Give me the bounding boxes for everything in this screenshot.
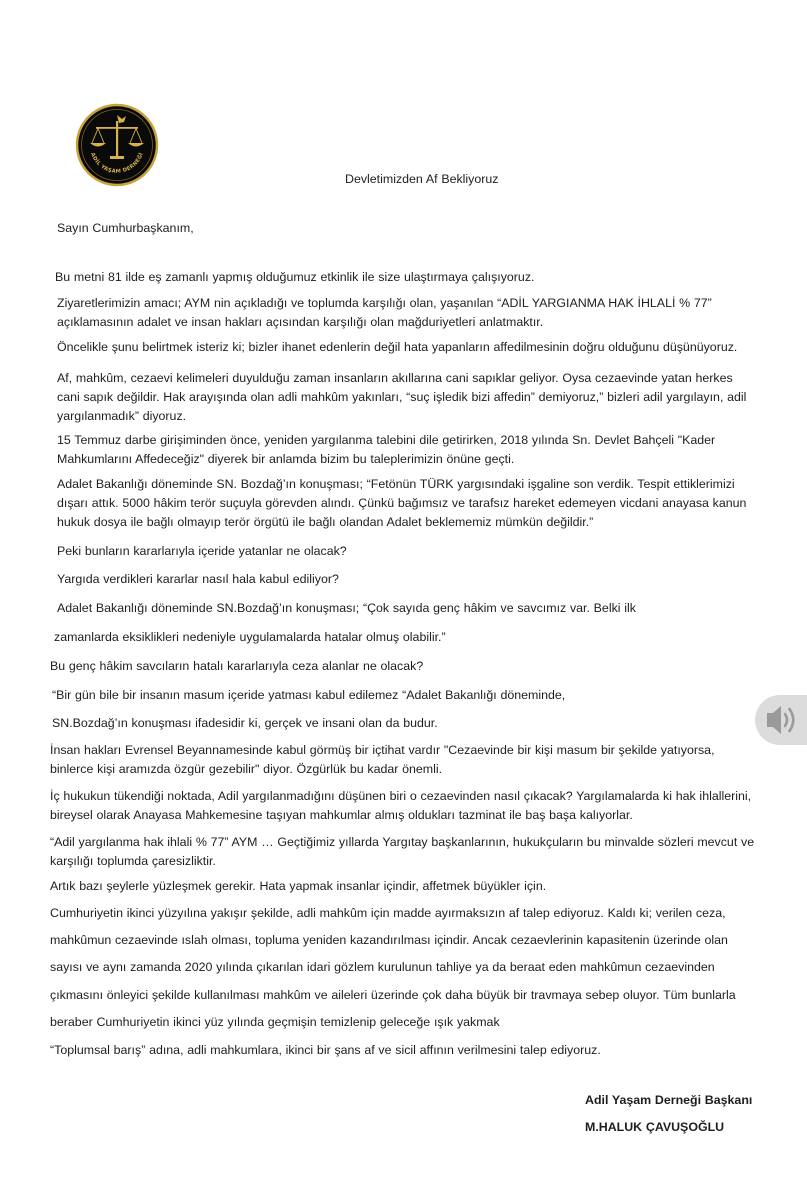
- paragraph: mahkûmun cezaevinde ıslah olması, topluma yeniden kazandırılması içindir. Ancak cezaevlerinin kapasitenin üzerinde olan: [50, 933, 728, 947]
- association-logo: [73, 101, 161, 189]
- paragraph: Ziyaretlerimizin amacı; AYM nin açıkladığı ve toplumda karşılığı olan, yaşanılan “ADİL YARGIANMA HAK İHLALİ % 77” açıklamasının adalet ve insan hakları açısından karşılığı olan mağduriyetleri anlatmaktır.: [57, 296, 712, 329]
- paragraph: “Adil yargılanma hak ihlali % 77” AYM … Geçtiğimiz yıllarda Yargıtay başkanlarının, hukukçuların bu minvalde sözleri mevcut ve karşılığı toplumda çaresizliktir.: [50, 835, 755, 868]
- document-title: Devletimizden Af Bekliyoruz: [345, 172, 499, 186]
- paragraph: Adalet Bakanlığı döneminde SN.Bozdağ’ın konuşması; “Çok sayıda genç hâkim ve savcımız var. Belki ilk: [57, 601, 636, 615]
- paragraph: Bu metni 81 ilde eş zamanlı yapmış olduğumuz etkinlik ile size ulaştırmaya çalışıyoruz.: [55, 270, 535, 284]
- paragraph: Adalet Bakanlığı döneminde SN. Bozdağ’ın konuşması; “Fetönün TÜRK yargısındaki işgaline son verdik. Tespit ettiklerimizi dışarı attık. 5000 hâkim terör suçuyla görevden alındı. Çünkü bağımsız ve tarafsız hareket edemeyen vicdani anayasa kanun hukuk dosya ile bağlı olmayıp terör örgütü ile bağlı olandan Adalet beklememiz mümkün değildir.”: [57, 477, 747, 529]
- signature-title: Adil Yaşam Derneği Başkanı: [585, 1093, 753, 1107]
- paragraph: SN.Bozdağ’ın konuşması ifadesidir ki, gerçek ve insani olan da budur.: [52, 716, 438, 730]
- paragraph: zamanlarda eksiklikleri nedeniyle uygulamalarda hatalar olmuş olabilir.”: [54, 630, 446, 644]
- paragraph: beraber Cumhuriyetin ikinci yüz yılında geçmişin temizlenip geleceğe ışık yakmak: [50, 1015, 500, 1029]
- paragraph: Yargıda verdikleri kararlar nasıl hala kabul ediliyor?: [57, 572, 339, 586]
- paragraph: Öncelikle şunu belirtmek isteriz ki; bizler ihanet edenlerin değil hata yapanların affedilmesinin doğru olduğunu düşünüyoruz.: [57, 340, 738, 354]
- scales-of-justice-icon: [73, 101, 161, 189]
- svg-text:ADİL YAŞAM DERNEĞİ: ADİL YAŞAM DERNEĞİ: [89, 152, 145, 175]
- paragraph: İç hukukun tükendiği noktada, Adil yargılanmadığını düşünen biri o cezaevinden nasıl çıkacak? Yargılamalarda ki hak ihlallerini, bireysel olarak Anayasa Mahkemesine taşıyan mahkumlar almış oldukları tazminat ile baş başa kalıyorlar.: [50, 789, 752, 822]
- signature-name: M.HALUK ÇAVUŞOĞLU: [585, 1120, 725, 1134]
- speaker-sound-icon[interactable]: [753, 695, 807, 745]
- paragraph: İnsan hakları Evrensel Beyannamesinde kabul görmüş bir içtihat vardır "Cezaevinde bir kişi masum bir şekilde yatıyorsa, binlerce kişi aramızda özgür gezebilir" diyor. Özgürlük bu kadar önemli.: [50, 743, 715, 776]
- salutation: Sayın Cumhurbaşkanım,: [57, 221, 194, 235]
- paragraph: çıkmasını önleyici şekilde kullanılması mahkûm ve aileleri üzerinde çok daha büyük bir travmaya sebep oluyor. Tüm bunlarla: [50, 988, 736, 1002]
- paragraph: Peki bunların kararlarıyla içeride yatanlar ne olacak?: [57, 544, 347, 558]
- paragraph: 15 Temmuz darbe girişiminden önce, yeniden yargılanma talebini dile getirirken, 2018 yılında Sn. Devlet Bahçeli "Kader Mahkumlarını Affedeceğiz" diyerek bir anlamda bizim bu taleplerimizin önüne geçti.: [57, 433, 716, 466]
- paragraph: Bu genç hâkim savcıların hatalı kararlarıyla ceza alanlar ne olacak?: [50, 659, 424, 673]
- paragraph: “Toplumsal barış” adına, adli mahkumlara, ikinci bir şans af ve sicil affının verilmesini talep ediyoruz.: [50, 1043, 601, 1057]
- paragraph: “Bir gün bile bir insanın masum içeride yatması kabul edilemez “Adalet Bakanlığı döneminde,: [52, 688, 566, 702]
- paragraph: Af, mahkûm, cezaevi kelimeleri duyulduğu zaman insanların akıllarına cani sapıklar geliyor. Oysa cezaevinde yatan herkes cani sapık değildir. Hak arayışında olan adli mahkûm yakınları, “suç işledik bizi affedin” demiyoruz,” bizleri adil yargılayın, adil yargılanmadık” diyoruz.: [57, 371, 747, 423]
- paragraph: sayısı ve aynı zamanda 2020 yılında çıkarılan idari gözlem kurulunun tahliye ya da beraat eden mahkûmun cezaevinden: [50, 960, 715, 974]
- paragraph: Cumhuriyetin ikinci yüzyılına yakışır şekilde, adli mahkûm için madde ayırmaksızın af talep ediyoruz. Kaldı ki; verilen ceza,: [50, 906, 726, 920]
- paragraph: Artık bazı şeylerle yüzleşmek gerekir. Hata yapmak insanlar içindir, affetmek büyükler için.: [50, 879, 547, 893]
